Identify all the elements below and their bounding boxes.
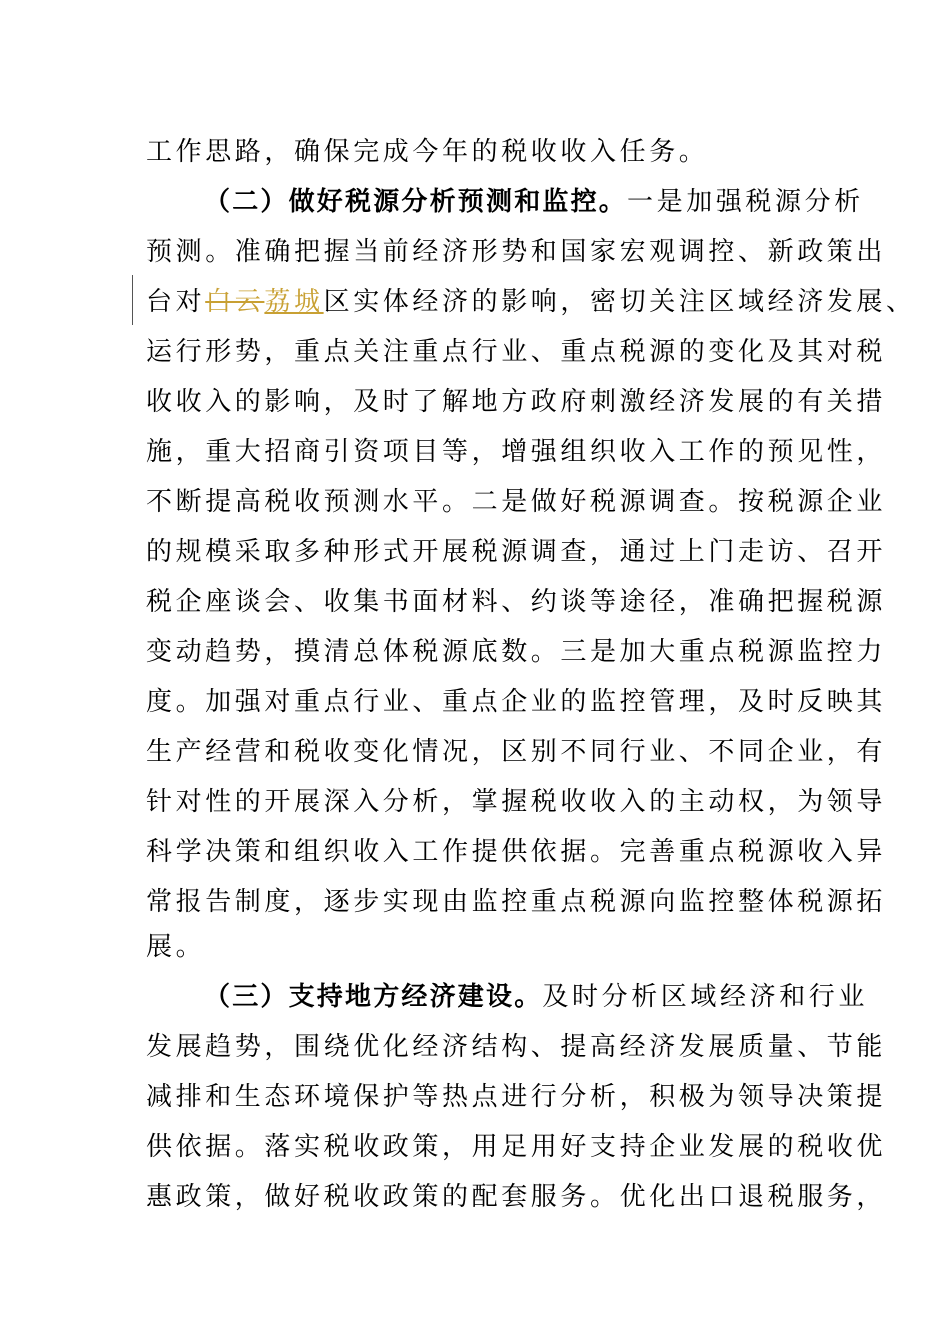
paragraph-line: 的规模采取多种形式开展税源调查，通过上门走访、召开 [146,537,887,567]
section-3-heading: （三）支持地方经济建设。 [204,982,543,1012]
paragraph-line: 预测。准确把握当前经济形势和国家宏观调控、新政策出 [146,237,887,267]
paragraph-line: 常报告制度，逐步实现由监控重点税源向监控整体税源拓 [146,887,887,917]
paragraph-line: 收收入的影响，及时了解地方政府刺激经济发展的有关措 [146,387,887,417]
paragraph-line: 惠政策，做好税收政策的配套服务。优化出口退税服务， [146,1182,887,1212]
paragraph-line: 展。 [146,932,206,962]
revised-line-before: 台对 [146,287,206,317]
inserted-text: 荔城 [264,287,324,317]
paragraph-line: 发展趋势，围绕优化经济结构、提高经济发展质量、节能 [146,1032,887,1062]
revision-change-bar [132,275,133,325]
section-2-heading: （二）做好税源分析预测和监控。 [204,187,628,217]
paragraph-line: 不断提高税收预测水平。二是做好税源调查。按税源企业 [146,487,887,517]
paragraph-line: 运行形势，重点关注重点行业、重点税源的变化及其对税 [146,337,887,367]
deleted-text: 白云 [205,287,265,317]
paragraph-line: 度。加强对重点行业、重点企业的监控管理，及时反映其 [146,687,887,717]
paragraph-line: 工作思路，确保完成今年的税收收入任务。 [146,137,709,167]
revised-line-after: 区实体经济的影响，密切关注区域经济发展、 [323,287,916,317]
paragraph-line: 税企座谈会、收集书面材料、约谈等途径，准确把握税源 [146,587,887,617]
paragraph-line: 变动趋势，摸清总体税源底数。三是加大重点税源监控力 [146,637,887,667]
section-3-first-line [204,972,868,1022]
paragraph-line: 生产经营和税收变化情况，区别不同行业、不同企业，有 [146,737,887,767]
section-2-text: 一是加强税源分析 [627,187,864,217]
paragraph-line: 针对性的开展深入分析，掌握税收收入的主动权，为领导 [146,787,887,817]
paragraph-line: 减排和生态环境保护等热点进行分析，积极为领导决策提 [146,1082,887,1112]
section-2-first-line [204,177,864,227]
paragraph-line: 供依据。落实税收政策，用足用好支持企业发展的税收优 [146,1132,887,1162]
section-3-text: 及时分析区域经济和行业 [542,982,869,1012]
paragraph-line: 施，重大招商引资项目等，增强组织收入工作的预见性， [146,437,887,467]
paragraph-line: 科学决策和组织收入工作提供依据。完善重点税源收入异 [146,837,887,867]
revised-line [146,277,916,327]
